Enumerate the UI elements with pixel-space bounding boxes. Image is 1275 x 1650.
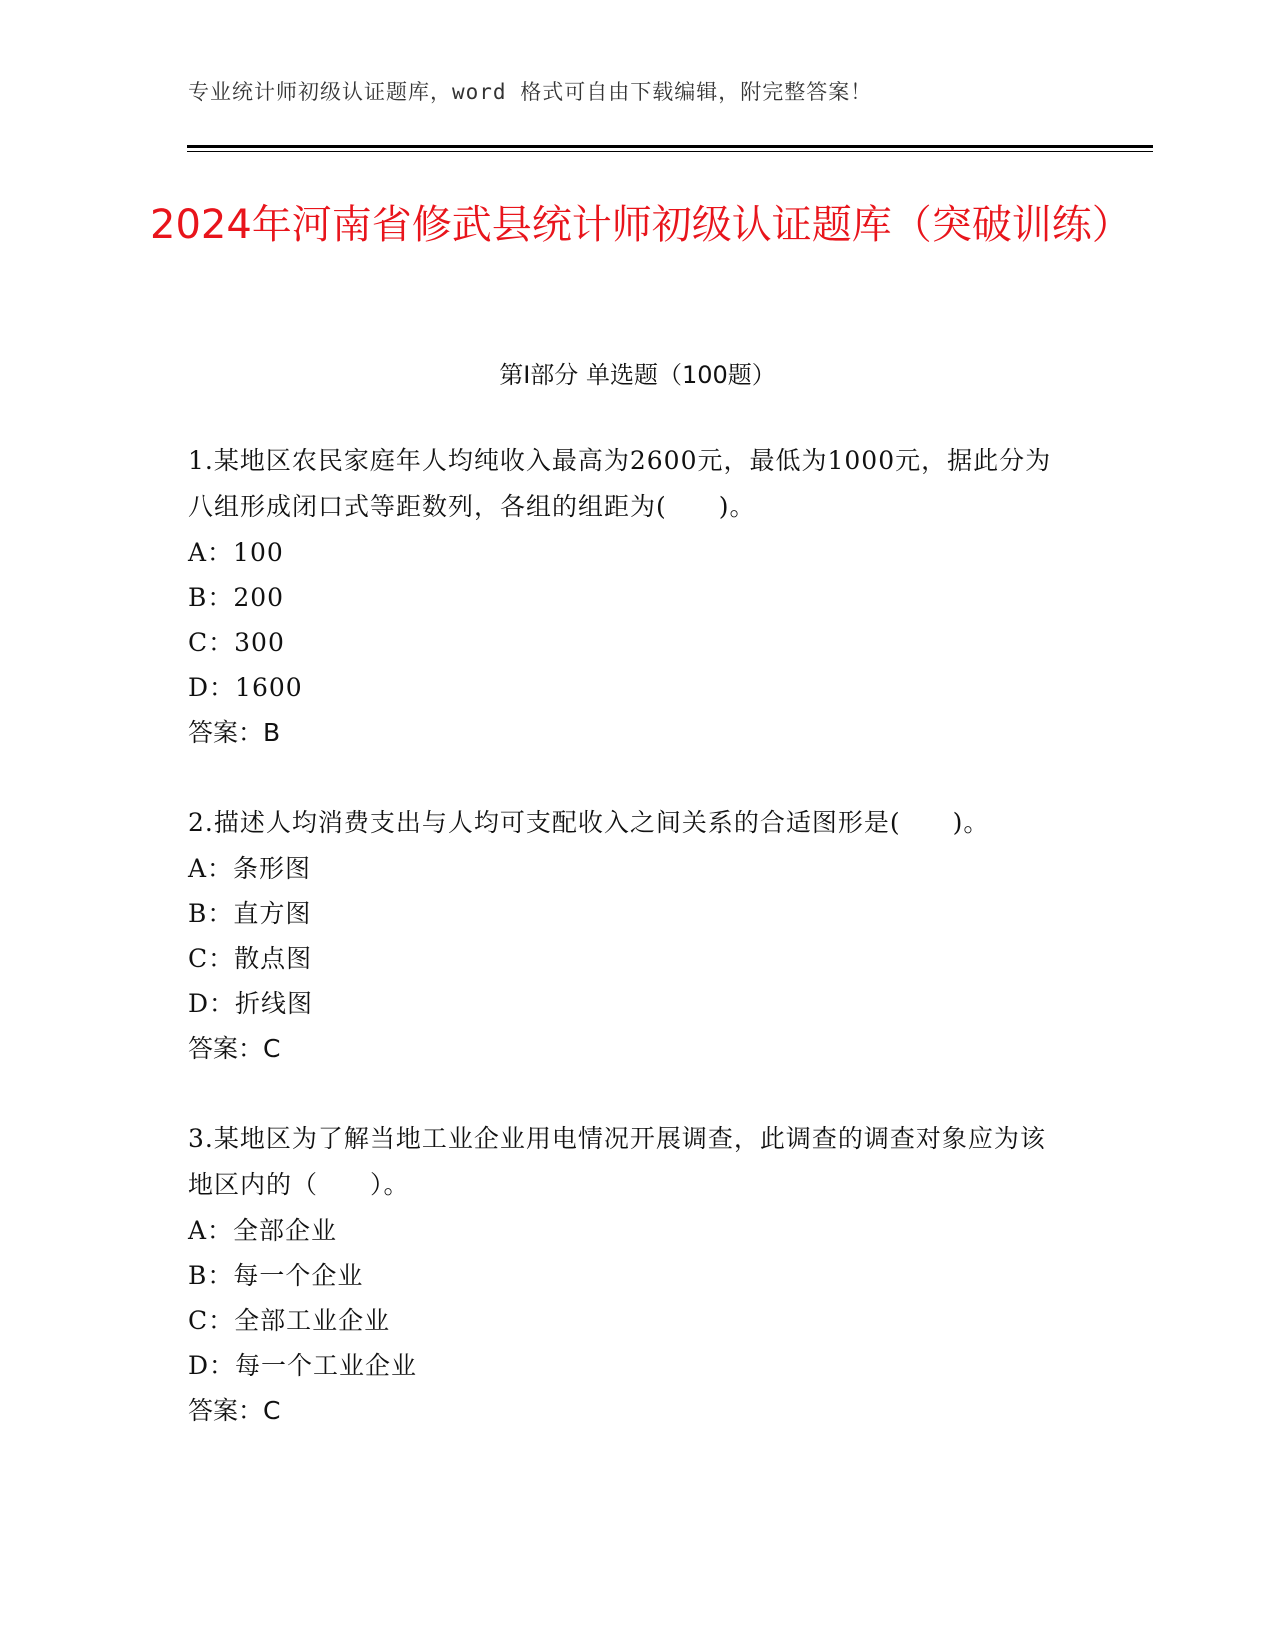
option-list — [188, 530, 1068, 710]
answer: 答案：C — [188, 1396, 281, 1425]
question-2 — [188, 800, 1068, 1072]
option-a: A：条形图 — [188, 854, 312, 883]
option-list — [188, 846, 1068, 1026]
answer: 答案：B — [188, 718, 281, 747]
question-3 — [188, 1116, 1068, 1434]
header-divider-thin — [187, 151, 1153, 152]
option-a: A：全部企业 — [188, 1216, 338, 1245]
option-a: A：100 — [188, 538, 284, 567]
document-title: 2024年河南省修武县统计师初级认证题库（突破训练） — [150, 202, 1132, 248]
header-divider-thick — [187, 145, 1153, 148]
option-c: C：散点图 — [188, 944, 313, 973]
question-stem: 1.某地区农民家庭年人均纯收入最高为2600元，最低为1000元，据此分为八组形成闭口式等距数列，各组的组距为( )。 — [188, 446, 1052, 521]
answer: 答案：C — [188, 1034, 281, 1063]
option-b: B：200 — [188, 583, 285, 612]
header-note: 专业统计师初级认证题库，word 格式可自由下载编辑，附完整答案！ — [188, 80, 873, 104]
question-list — [188, 438, 1068, 1478]
option-d: D：1600 — [188, 673, 303, 702]
option-c: C：全部工业企业 — [188, 1306, 391, 1335]
option-b: B：直方图 — [188, 899, 312, 928]
question-stem: 2.描述人均消费支出与人均可支配收入之间关系的合适图形是( )。 — [188, 808, 990, 837]
section-heading: 第Ⅰ部分 单选题（100题） — [499, 361, 776, 389]
option-b: B：每一个企业 — [188, 1261, 364, 1290]
option-d: D：折线图 — [188, 989, 314, 1018]
question-1 — [188, 438, 1068, 756]
question-stem: 3.某地区为了解当地工业企业用电情况开展调查，此调查的调查对象应为该地区内的（ ）。 — [188, 1124, 1046, 1199]
option-list — [188, 1208, 1068, 1388]
option-d: D：每一个工业企业 — [188, 1351, 418, 1380]
option-c: C：300 — [188, 628, 285, 657]
